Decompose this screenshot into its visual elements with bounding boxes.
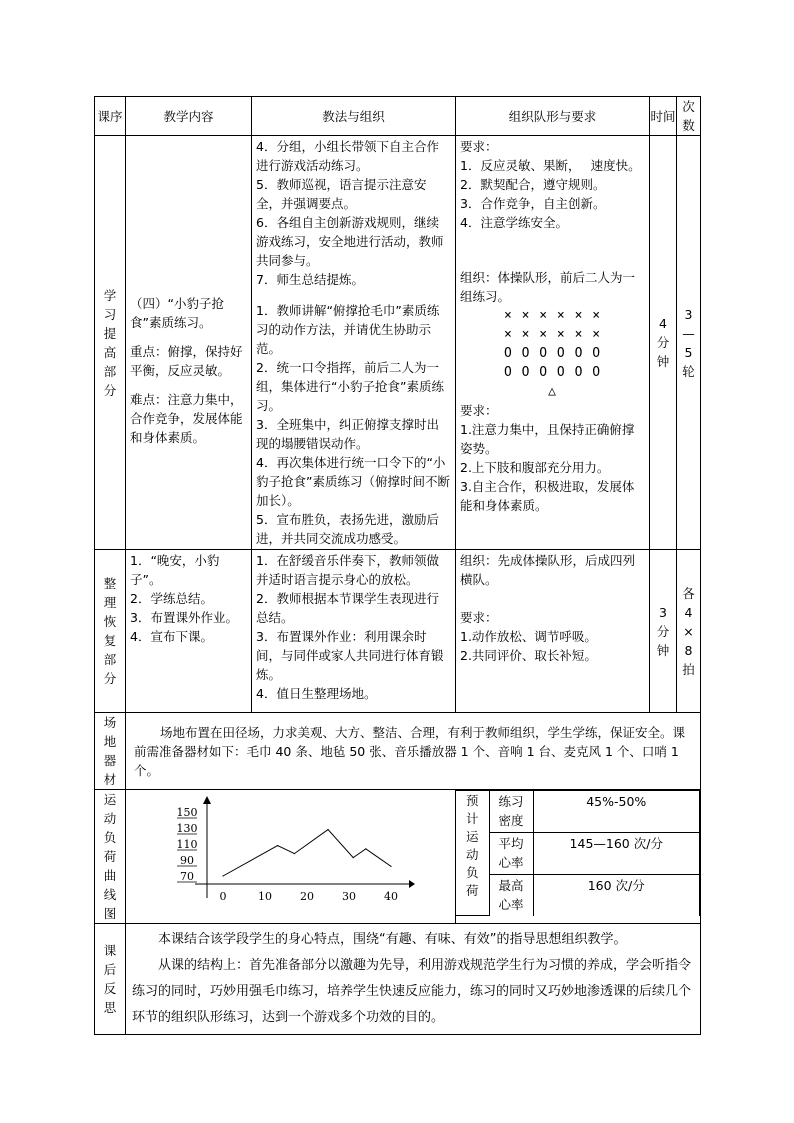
metric-name: 平均心率 (489, 832, 533, 874)
row-cooldown-formation (456, 550, 650, 713)
content-line: 1．“晚安，小豹子”。 (130, 553, 220, 587)
reflection-paragraph: 本课结合该学段学生的身心特点，围绕“有趣、有味、有效”的指导思想组织教学。 (158, 932, 627, 947)
method-line: 3．全班集中，纠正俯撑支撑时出现的塌腰错误动作。 (256, 417, 439, 451)
x-tick-label: 10 (258, 890, 272, 903)
header-lesson-order: 课序 (95, 97, 126, 136)
x-tick-label: 0 (219, 890, 227, 903)
row-cooldown-count: 各 4 × 8 拍 (677, 550, 701, 713)
load-curve-point (294, 853, 295, 854)
header-content: 教学内容 (126, 97, 252, 136)
org-line: 1.动作放松、调节呼吸。 (460, 629, 597, 644)
load-curve-point (327, 829, 328, 830)
row-cooldown (95, 550, 701, 713)
y-tick-label: 150 (176, 806, 198, 819)
metric-value: 160 次/分 (533, 874, 700, 915)
method-line: 1．教师讲解“俯撑抢毛巾”素质练习的动作方法，并请优生协助示范。 (256, 303, 440, 356)
formation-row-circle: O O O O O O (503, 346, 602, 361)
formation-row-cross: × × × × × × (503, 327, 602, 342)
requirement-line: 2．默契配合，遵守规则。 (460, 177, 606, 192)
reflection-paragraph: 从课的结构上：首先准备部分以激趣为先导，利用游戏规范学生行为习惯的养成，学会听指令练习的同时，巧妙用强毛巾练习，培养学生快速反应能力，练习的同时又巧妙地渗透课的后续几个环节的组织队形练习，达到一个游戏多个功效的目的。 (132, 958, 692, 1025)
row-reflection-label: 课 后 反 思 (95, 924, 126, 1035)
x-tick-label: 40 (384, 890, 398, 903)
org-line: 组织：先成体操队形，后成四列横队。 (460, 553, 636, 587)
requirement-line: 1．反应灵敏、果断， 速度快。 (460, 158, 641, 173)
method-line: 4．再次集体进行统一口令下的“小豹子抢食”素质练习（俯撑时间不断加长）。 (256, 455, 450, 508)
requirement-line: 3.自主合作，积极进取，发展体能和身体素质。 (460, 479, 635, 513)
load-curve-line (223, 830, 391, 876)
load-curve-point (222, 875, 223, 876)
method-line: 1．在舒缓音乐伴奏下，教师领做并适时语言提示身心的放松。 (256, 553, 439, 587)
requirement-line: 2.上下肢和腹部充分用力。 (460, 460, 610, 475)
load-curve-chart (126, 790, 422, 916)
y-tick-label: 130 (176, 822, 198, 835)
org-line: 要求： (460, 610, 498, 625)
content-line: 4．宣布下课。 (130, 629, 213, 644)
method-line: 7．师生总结提炼。 (256, 272, 364, 287)
load-curve-point (277, 845, 278, 846)
y-axis-arrow (203, 796, 211, 804)
method-line: 5．教师巡视，语言提示注意安全，并强调要点。 (256, 177, 427, 211)
header-formation: 组织队形与要求 (456, 97, 650, 136)
row-reflection (95, 924, 701, 1035)
metric-value: 45%-50% (533, 791, 700, 833)
metric-name: 最高心率 (489, 874, 533, 915)
header-methods: 教法与组织 (252, 97, 456, 136)
requirement-line: 1.注意力集中，且保持正确俯撑姿势。 (460, 422, 635, 456)
row-venue-text: 场地布置在田径场，力求美观、大方、整洁、合理，有利于教师组织，学生学练，保证安全。课前需准备器材如下：毛巾 40 条、地毡 50 张、音乐播放器 1 个、音响 1 台、麦克风 1 个、口哨 1 个。 (126, 713, 701, 790)
header-row (95, 97, 701, 136)
method-line: 3．布置课外作业：利用课余时间，与同伴或家人共同进行体育锻炼。 (256, 629, 444, 682)
row-practice-formation (456, 136, 650, 550)
row-venue-label: 场 地 器 材 (95, 713, 126, 790)
formation-row-cross: × × × × × × (503, 308, 602, 323)
org-line: 2.共同评价、取长补短。 (460, 648, 597, 663)
metric-value: 145—160 次/分 (533, 832, 700, 874)
method-line: 5．宣布胜负，表扬先进，激励后进，并共同交流成功感受。 (256, 512, 439, 546)
row-practice-time: 4 分 钟 (650, 136, 677, 550)
content-item: （四）“小豹子抢食”素质练习。 (130, 296, 224, 330)
x-tick-label: 20 (300, 890, 314, 903)
method-line: 4．分组，小组长带领下自主合作进行游戏活动练习。 (256, 139, 439, 173)
teacher-triangle-icon: △ (548, 384, 557, 399)
x-axis-arrow (409, 880, 415, 888)
content-difficulty: 难点：注意力集中，合作竞争，发展体能和身体素质。 (130, 392, 243, 445)
header-count: 次数 (677, 97, 701, 136)
header-time: 时间 (650, 97, 677, 136)
row-practice-label: 学 习 提 高 部 分 (95, 136, 126, 550)
load-curve-point (365, 848, 366, 849)
requirement-line: 3．合作竞争，自主创新。 (460, 196, 606, 211)
row-load-label: 运 动 负 荷 曲 线 图 (95, 790, 126, 924)
row-practice-content (126, 136, 252, 550)
formation-row-circle: O O O O O O (503, 365, 602, 380)
row-cooldown-label: 整 理 恢 复 部 分 (95, 550, 126, 713)
organization-title: 组织：体操队形，前后二人为一组练习。 (460, 270, 636, 304)
row-practice-methods (252, 136, 456, 550)
row-practice (95, 136, 701, 550)
row-cooldown-content (126, 550, 252, 713)
x-tick-label: 30 (342, 890, 356, 903)
y-tick-label: 90 (180, 854, 194, 867)
y-tick-label: 70 (180, 870, 194, 883)
row-practice-count: 3 — 5 轮 (677, 136, 701, 550)
y-tick-label: 110 (176, 838, 198, 851)
row-load (95, 790, 701, 924)
row-cooldown-time: 3 分 钟 (650, 550, 677, 713)
metric-name: 练习密度 (489, 791, 533, 833)
row-venue (95, 713, 701, 790)
load-chart-cell (126, 790, 456, 924)
row-cooldown-methods (252, 550, 456, 713)
row-reflection-text (126, 924, 701, 1035)
load-metrics-cell (456, 790, 701, 924)
requirement-line: 要求： (460, 403, 498, 418)
estimated-load-label: 预计运动负荷 (456, 791, 489, 916)
content-line: 3．布置课外作业。 (130, 610, 238, 625)
requirement-line: 4．注意学练安全。 (460, 215, 568, 230)
load-curve-point (390, 866, 391, 867)
requirement-line: 要求： (460, 139, 498, 154)
lesson-plan-table (94, 96, 701, 1035)
content-line: 2．学练总结。 (130, 591, 213, 606)
method-line: 2．教师根据本节课学生表现进行总结。 (256, 591, 439, 625)
method-line: 4．值日生整理场地。 (256, 686, 377, 701)
method-line: 2．统一口令指挥，前后二人为一组，集体进行“小豹子抢食”素质练习。 (256, 360, 444, 413)
content-keypoint: 重点：俯撑，保持好平衡，反应灵敏。 (130, 344, 243, 378)
load-curve-point (353, 857, 354, 858)
method-line: 6．各组自主创新游戏规则，继续游戏练习，安全地进行活动，教师共同参与。 (256, 215, 444, 268)
